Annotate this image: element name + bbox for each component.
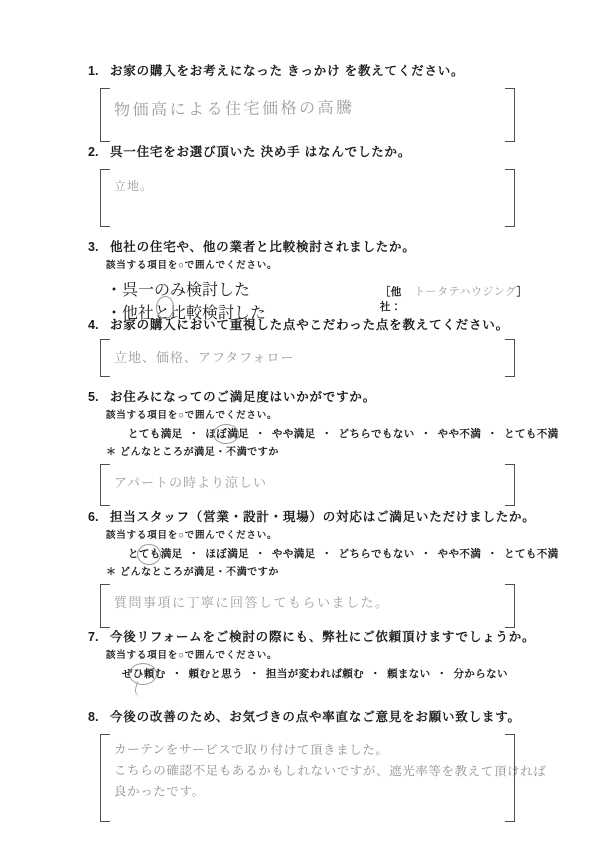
option-separator: ・ [188, 428, 200, 440]
option-separator: ・ [321, 428, 333, 440]
option: 頼まない [386, 668, 431, 680]
question-number: 1. [88, 64, 99, 78]
option: やや不満 [437, 548, 482, 560]
question-number: 8. [88, 710, 99, 724]
question-2 [0, 143, 600, 227]
question-number: 7. [88, 630, 99, 644]
option: どちらでもない [338, 428, 415, 440]
followup-label: ＊ どんなところが満足・不満ですか [106, 447, 279, 458]
option: やや満足 [271, 548, 316, 560]
option: とても不満 [504, 548, 559, 560]
option-separator: ・ [420, 548, 432, 560]
question-title: 今後リフォームをご検討の際にも、弊社にご依頼頂けますでしょうか。 [110, 630, 536, 644]
question-4 [0, 316, 600, 377]
answer-box [100, 464, 515, 506]
option: やや満足 [271, 428, 316, 440]
option-circled: ほぼ満足 [205, 428, 250, 440]
question-heading [88, 316, 600, 334]
question-number: 4. [88, 318, 99, 332]
answer-box [100, 339, 515, 377]
option: どちらでもない [338, 548, 415, 560]
circle-instruction: 該当する項目を○で囲んでください。 [106, 410, 278, 421]
question-heading [88, 628, 600, 646]
option-separator: ・ [171, 668, 183, 680]
question-number: 6. [88, 510, 99, 524]
option: 分からない [453, 668, 508, 680]
handwritten-answer: 質問事項に丁寧に回答してもらいました。 [114, 595, 390, 610]
question-title: お家の購入をお考えになった きっかけ を教えてください。 [110, 64, 465, 78]
question-number: 5. [88, 390, 99, 404]
option-separator: ・ [255, 548, 266, 560]
question-heading [88, 238, 600, 256]
option: やや不満 [437, 428, 482, 440]
option: ・呉一のみ検討した [106, 282, 251, 299]
option: 担当が変われば頼む [265, 668, 365, 680]
option-circled: とても満足 [128, 548, 183, 560]
options-row [128, 547, 600, 562]
option-separator: ・ [249, 668, 260, 680]
question-number: 3. [88, 240, 99, 254]
answer-box [100, 88, 515, 142]
question-6 [0, 508, 600, 628]
question-title: 呉一住宅をお選び頂いた 決め手 はなんでしたか。 [110, 145, 412, 159]
question-title: 今後の改善のため、お気づきの点や率直なご意見をお願い致します。 [110, 710, 521, 724]
followup-label: ＊ どんなところが満足・不満ですか [106, 567, 279, 578]
option-separator: ・ [370, 668, 381, 680]
question-number: 2. [88, 145, 99, 159]
options-row [128, 427, 600, 442]
other-company-value: トータテハウジング [414, 286, 517, 298]
circle-instruction: 該当する項目を○で囲んでください。 [106, 650, 278, 661]
option: とても満足 [128, 428, 183, 440]
question-5 [0, 388, 600, 506]
question-7 [0, 628, 600, 682]
option-separator: ・ [420, 428, 432, 440]
option-separator: ・ [188, 548, 200, 560]
question-3 [0, 238, 600, 323]
question-title: 担当スタッフ（営業・設計・現場）の対応はご満足いただけましたか。 [110, 510, 536, 524]
question-title: 他社の住宅や、他の業者と比較検討されましたか。 [110, 240, 416, 254]
options-row [122, 667, 600, 682]
handwritten-answer: 立地。 [114, 179, 154, 193]
option-circled: ぜひ頼む [122, 668, 166, 680]
question-heading [88, 508, 600, 526]
other-company-label: ［他社： [379, 286, 402, 313]
option-separator: ・ [255, 428, 266, 440]
circle-instruction: 該当する項目を○で囲んでください。 [106, 260, 278, 271]
option: とても不満 [504, 428, 559, 440]
question-8 [0, 708, 600, 822]
answer-box [100, 169, 515, 227]
question-heading [88, 143, 600, 161]
option-separator: ・ [487, 428, 499, 440]
option-separator: ・ [487, 548, 499, 560]
option-circled: ・他社と比較検討した [106, 300, 266, 323]
option-separator: ・ [321, 548, 333, 560]
question-1 [0, 62, 600, 142]
handwritten-answer-line: こちらの確認不足もあるかもしれないですが、遮光率等を教えて頂ければ [113, 763, 547, 779]
option-separator: ・ [436, 668, 448, 680]
question-title: お住みになってのご満足度はいかがですか。 [110, 390, 377, 404]
question-heading [88, 708, 600, 726]
question-heading [88, 388, 600, 406]
handwritten-answer: 物価高による住宅価格の高騰 [113, 99, 355, 120]
bracket-close: ］ [516, 286, 527, 298]
answer-box [100, 734, 547, 822]
question-heading [88, 62, 600, 80]
option: 頼むと思う [188, 668, 244, 680]
handwritten-answer-line: カーテンをサービスで取り付けて頂きました。 [113, 742, 389, 758]
handwritten-answer: 立地、価格、アフタフォロー [114, 350, 295, 365]
question-title: お家の購入において重視した点やこだわった点を教えてください。 [110, 318, 509, 332]
handwritten-answer: アパートの時より涼しい [114, 475, 267, 490]
answer-box [100, 584, 515, 628]
circle-instruction: 該当する項目を○で囲んでください。 [106, 530, 278, 541]
option: ほぼ満足 [205, 548, 250, 560]
handwritten-answer-line: 良かったです。 [113, 784, 205, 799]
